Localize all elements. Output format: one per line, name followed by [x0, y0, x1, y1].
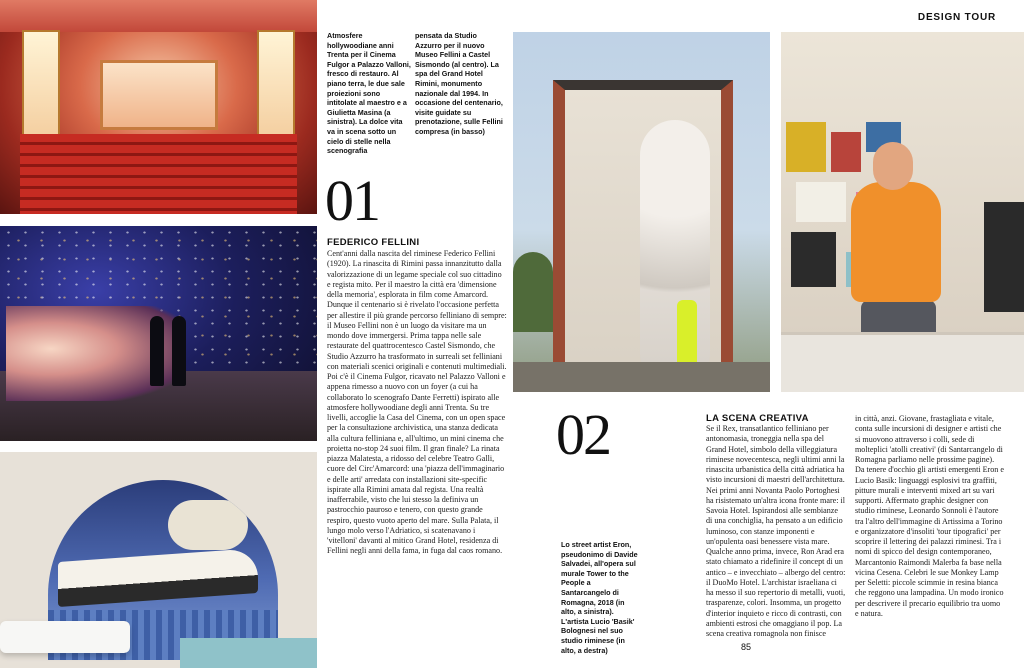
article-body-creativa-col2: in città, anzi. Giovane, frastagliata e vitale, conta sulle incursioni di designer e artisti che si muovono attraverso i colli, sede di molteplici 'atolli creativi' (di Santarcangelo di Romagna parliamo nelle prossime pagine). Da tenere d'occhio gli artisti emergenti Eron e Lucio Basik: linguaggi esplosivi tra graffiti, pitture murali e interventi mixed art su vari supporti. Affermato graphic designer con studio riminese, Leonardo Sonnoli è l'autore tra l'altro dell'immagine di Artissima a Torino e organizzatore d'insoliti 'tour tipografici' per scoprire il lettering dei palazzi riminesi. Tra i nomi di spicco del design contemporaneo, Marcantonio Raimondi Malerba fa base nella vicina Cesena. Celebri le sue Monkey Lamp per Seletti: piccole scimmie in resina bianca che reggono una lampadina. Un modo ironico per descrivere il precario equilibrio tra uomo e natura. [855, 414, 1004, 618]
grand-hotel-spa-photo [0, 452, 317, 668]
article-body-creativa-col1: Se il Rex, transatlantico felliniano per antonomasia, troneggia nella spa del Grand Hotel, simbolo della villeggiatura riminese novecentesca, negli ultimi anni la rinascita urbanistica della città adriatica ha visto incursioni di maestri dell'architettura. Nei primi anni Novanta Paolo Portoghesi ha risistemato un'altra icona fronte mare: il Savoia Hotel. Ispirandosi alle sembianze di una conchiglia, ha pensato a un edificio luminoso, con stanze imponenti e un'opulenta oasi benessere vista mare. Qualche anno prima, invece, Ron Arad era stato chiamato a ridefinire il concept di un antico – e invecchiato – albergo del centro: il DuoMo Hotel. L'archistar israeliana ci ha messo il suo repertorio di metalli, vuoti, trasparenze, colori. Insomma, un progetto d'interior inquieto e ricco di contrasti, con ambienti estrosi che omaggiano il pop. La scena creativa romagnola non finisce [706, 424, 846, 638]
photo-caption-top-left: Atmosfere hollywoodiane anni Trenta per il Cinema Fulgor a Palazzo Valloni, fresco di restauro. Al piano terra, le due sale proiezioni sono intitolate al maestro e a Giulietta Masina (a sinistra). La dolce vita va in scena sotto un cielo di stelle nella scenografia [327, 31, 411, 156]
photo-caption-mural: Lo street artist Eron, pseudonimo di Davide Salvadei, all'opera sul murale Tower to the People a Santarcangelo di Romagna, 2018 (in alto, a sinistra). L'artista Lucio 'Basik' Bolognesi nel suo studio riminese (in alto, a destra) [561, 540, 638, 655]
section-title-fellini: FEDERICO FELLINI [327, 237, 420, 248]
cinema-fulgor-photo [0, 0, 317, 214]
article-body-fellini: Cent'anni dalla nascita del riminese Federico Fellini (1920). La rinascita di Rimini passa innanzitutto dalla valorizzazione di un legame speciale col suo cittadino e regista mito. Per il maestro la città era 'dimensione della memoria', esplorata in film come Amarcord. Dunque il centenario si è rivelato l'occasione perfetta per allestire il più grande percorso felliniano di sempre: il Museo Fellini non è un luogo da visitare ma un mondo dove immergersi. Prima tappa nelle sale restaurate del quattrocentesco Castel Sismondo, che Studio Azzurro ha trasformato in surreali set felliniani con materiali scenici originali e contenuti multimediali. Poi c'è il Cinema Fulgor, ricavato nel Palazzo Valloni e appena rimesso a nuovo con un foyer (a cui ha collaborato lo scenografo Dante Ferretti) ispirato alle atmosfere hollywoodiane degli anni Trenta. Su tre livelli, accoglie la Casa del Cinema, con un open space per la consultazione archivistica, una stanza dedicata alla cultura felliniana e, all'ultimo, un mini cinema che proietta no-stop 24 suoi film. Il gran finale? La rinata piazza Malatesta, a ridosso del celebre Teatro Galli, cuore del Circ'Amarcord: una 'piazza dell'immaginario e delle arti' arredata con installazioni site-specific ispirate alla Rimini amata dal regista. Una realtà inafferrabile, visto che lui stesso la definiva un pastrocchio pauroso e tenero, con questo grande respiro, questo vuoto aperto del mare. Sulla Palata, il lungo molo verso l'Adriatico, si scatenavano i 'vitelloni' davanti al mitico Grand Hotel, residenza di Fellini negli anni della fama, in fuga dal caos romano. [327, 249, 507, 556]
museo-fellini-projection-photo [0, 226, 317, 441]
section-number-02: 02 [556, 402, 610, 467]
section-number-01: 01 [325, 168, 379, 233]
artist-studio-photo [781, 32, 1024, 392]
section-label: DESIGN TOUR [917, 12, 996, 23]
section-title-scena-creativa: LA SCENA CREATIVA [706, 413, 809, 424]
page-number: 85 [741, 642, 752, 652]
tower-to-the-people-mural-photo [513, 32, 770, 392]
photo-caption-top-right: pensata da Studio Azzurro per il nuovo Museo Fellini a Castel Sismondo (al centro). La spa del Grand Hotel Rimini, monumento nazionale dal 1994. In occasione del centenario, visite guidate su prenotazione, sulle Fellini compresa (in basso) [415, 31, 503, 136]
